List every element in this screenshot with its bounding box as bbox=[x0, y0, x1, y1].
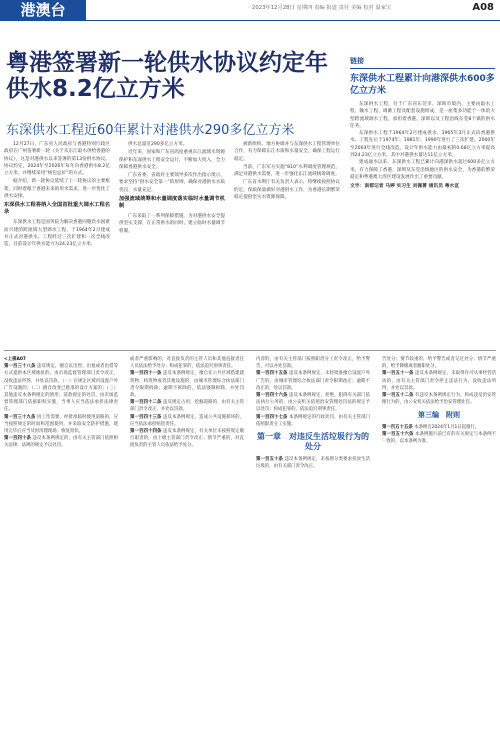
section-divider bbox=[4, 350, 496, 351]
article-clause bbox=[130, 370, 244, 399]
clause-text: 违反本条例规定，未取得许可从事经营活动的，由有关主管部门责令停止违法行为，没收违法所得，并处以罚款。 bbox=[382, 371, 496, 391]
article-clause bbox=[256, 356, 370, 370]
sidebar-title: 东深供水工程累计向港深供水600多亿立方米 bbox=[350, 74, 495, 96]
clause-number: 第一百五十条 bbox=[256, 457, 284, 463]
clause-text: 违反规定占用、挖掘道路的，由有关主管部门责令改正，并处以罚款。 bbox=[130, 400, 244, 413]
clause-text: 前款规定的处罚，由市场监督管理部门依据职权实施，当事人应当依法承担法律责任。 bbox=[4, 393, 118, 413]
body-paragraph: 东深供水工程是国务院为解决香港同胞饮水困难而兴建的跨流域大型调水工程，于1964年2月建成并正式对港供水。工程经过三次扩建和一次全线改造，目前设计年供水能力为24.23亿立方米。 bbox=[4, 220, 110, 248]
article-column-1 bbox=[4, 141, 110, 250]
regulation-column-1 bbox=[4, 356, 118, 450]
clause-number: 第一百五十二条 bbox=[382, 393, 414, 399]
regulation-column-4 bbox=[382, 356, 496, 445]
body-paragraph: 被新组织、地方协调并与东深供水工程管理单位合作，有力保障东江水质和水量安全，确保工程运行稳定。 bbox=[234, 142, 340, 162]
sidebar-paragraph: 建成通水以来，东深供水工程已累计向港深供水超过600多亿立方米，有力保障了香港、深圳及东莞沿线地区的供水安全，为香港的繁荣稳定和粤港澳大湾区建设发展作出了重要贡献。 bbox=[350, 160, 495, 180]
clause-text: 违反本条例规定，未按照分类要求投放生活垃圾的，由有关部门责令改正。 bbox=[256, 457, 370, 470]
article-column-2 bbox=[119, 141, 225, 236]
headline: 粤港签署新一轮供水协议约定年供水8.2亿立方米 bbox=[6, 50, 328, 102]
clause-text: 有违反本条例规定行为，构成违反治安管理行为的，由公安机关依法给予治安管理处罚。 bbox=[382, 393, 496, 406]
clause-text: 违反本条例规定，未经批准擅自设置户外广告的，由城市管理综合执法部门责令限期改正；逾期不改正的，处以罚款。 bbox=[256, 371, 370, 391]
article-clause bbox=[130, 399, 244, 413]
header-rule bbox=[0, 20, 500, 21]
article-clause bbox=[256, 392, 370, 414]
chapter-heading: 第三编 附则 bbox=[418, 411, 460, 420]
article-clause bbox=[382, 356, 496, 370]
clause-number: 第一百四十七条 bbox=[256, 414, 288, 420]
clause-text: 违反规定，擅自以出售、出租或者出借等方式提供本区域地址的，由市场监督管理部门责令改正，没收违法所得，并处以罚款。 bbox=[4, 364, 118, 384]
clause-number: 第一百五十五条 bbox=[382, 424, 413, 430]
clause-text: 违反本条例规定，造成公共设施损坏的，应当依法承担赔偿责任。 bbox=[130, 414, 244, 427]
clause-number: 第一百三十九条 bbox=[4, 414, 36, 420]
body-paragraph: 广东省委、省政府主要领导多次作出指示批示，要求坚持“供水安全第一”的原则，确保对港供水水质优良、水量充足。 bbox=[119, 173, 225, 193]
body-paragraph: 近年来，国家和广东省高度重视东江流域水资源保护和东深供水工程安全运行，不断加大投入，全力保障香港供水安全。 bbox=[119, 150, 225, 170]
article-clause bbox=[382, 431, 496, 445]
clause-number: 第一百四十条 bbox=[4, 436, 32, 442]
clause-text: （一）在规定区域内设置户外广告设施的；（二）擅自改变已批准的设计方案的；（三）其他违反本条例规定的情形。 bbox=[4, 378, 118, 399]
clause-number: 第一百三十八条 bbox=[4, 364, 36, 370]
page-header bbox=[0, 0, 500, 20]
article-clause bbox=[4, 435, 118, 449]
sidebar-paragraph: 东深供水工程，位于广东省东莞市、深圳市境内，主要由取水工程、输水工程、调蓄工程及配套设施组成，是一座集多功能于一体的大型跨流域调水工程，承担着香港、深圳以及工程沿线东莞8个镇的供水任务。 bbox=[350, 102, 495, 129]
article-clause bbox=[382, 424, 496, 431]
article-clause bbox=[130, 356, 244, 370]
clause-text: 本条例施行前已有的有关规定与本条例不一致的，以本条例为准。 bbox=[382, 431, 496, 445]
article-clause bbox=[4, 414, 118, 436]
subheadline: 东深供水工程近60年累计对港供水290多亿立方米 bbox=[6, 123, 295, 138]
sidebar-paragraph: 东深供水工程于1964年2月建成供水，1965年3月正式向香港供水。工程先后于1974年、1981年、1990年进行了三次扩建，2000年至2003年进行全线改造，设计年供水能力由最初的0.68亿立方米提高到24.23亿立方米，其中对港供水量达11亿立方米。 bbox=[350, 131, 495, 159]
clause-number: 第一百四十六条 bbox=[256, 393, 288, 399]
article-clause bbox=[256, 414, 370, 428]
chapter-heading: 第一章 对违反生活垃圾行为的处分 bbox=[257, 432, 369, 452]
sidebar-body bbox=[350, 101, 495, 181]
body-paragraph: 据介绍，新一轮协议延续了上一轮协议的主要框架，同时着眼于香港未来的用水需求，进一步优化了供水安排。 bbox=[4, 179, 110, 200]
clause-text: 因工作需要，经批准临时使用道路的，应当按照规定的时间和范围使用，并采取安全防护措施，使用完毕后应当及时清理现场、恢复原状。 bbox=[4, 414, 118, 435]
clause-number: 第一百四十三条 bbox=[130, 414, 162, 420]
clause-text: 违反本条例规定的，由有关主管部门依照相关法律、法规的规定予以处罚。 bbox=[4, 436, 118, 449]
sidebar-credit: 文字：南都记者 马婷 实习生 刘佩菁 通讯员 粤水宣 bbox=[350, 184, 460, 190]
body-paragraph: 广东采取了一系列保障措施，为对港供水安全提供坚实支撑，在正常供水的同时，建立临时水量调节机制。 bbox=[119, 214, 225, 234]
clause-text: 本条例自2024年1月1日起施行。 bbox=[412, 424, 480, 430]
clause-number: <上接A07 bbox=[4, 357, 26, 362]
clause-text: 本条例规定的行政处罚，由有关主管部门依照职责分工实施。 bbox=[256, 414, 370, 427]
article-column-3 bbox=[234, 141, 340, 202]
body-paragraph: 当前，广东军方实施“810”水利调度管理规范，满足对港供水需要，进一步强化东江流域统筹调度。 bbox=[234, 164, 340, 178]
clause-text: 违反本条例规定，擅自在公共区域搭建建筑物、构筑物或者其他设施的，由城市管理综合执法部门责令限期拆除；逾期不拆除的，依法强制拆除，并处罚款。 bbox=[130, 371, 244, 399]
clause-number: 第一百四十四条 bbox=[130, 429, 162, 435]
section-heading: 东深供水工程将纳入全国首批重大调水工程名录 bbox=[4, 202, 110, 216]
article-clause bbox=[4, 356, 118, 363]
clause-text: 告处分；情节较重的，给予警告或者记过处分；情节严重的，给予降级或者撤职处分。 bbox=[382, 357, 496, 370]
clause-number: 第一百四十二条 bbox=[130, 400, 162, 406]
section-brand: 港澳台 bbox=[0, 0, 86, 20]
clause-number: 第一百五十六条 bbox=[382, 431, 414, 437]
article-clause bbox=[130, 428, 244, 450]
article-clause bbox=[4, 363, 118, 413]
body-paragraph: 供水总量近290多亿立方米。 bbox=[128, 142, 188, 147]
article-clause bbox=[256, 370, 370, 392]
clause-text: 违反本条例规定，拒绝、阻碍有关部门依法执行公务的，由公安机关依照治安管理处罚法的规定予以处罚；构成犯罪的，依法追究刑事责任。 bbox=[256, 393, 370, 413]
sidebar-box bbox=[350, 56, 495, 191]
clause-number: 第一百四十一条 bbox=[130, 371, 162, 377]
clause-number: 第一百四十五条 bbox=[256, 371, 288, 377]
clause-text: 或者严重影响的，对直接负责的主管人员和其他直接责任人员依法给予处分；构成犯罪的，依法追究刑事责任。 bbox=[130, 357, 244, 370]
page-number: A08 bbox=[472, 2, 494, 13]
body-paragraph: 12月27日，广东省人民政府与香港特别行政区政府在广州签署新一轮《关于从东江取水供给香港的协议》，这是对港供水以来签署的第13份供水协议。协议约定，2024年至2026年每年向香港供水8.2亿立方米，并继续采用“统包总价”的方式。 bbox=[4, 142, 110, 177]
issue-meta: 2023年12月28日 星期四 责编 报道 责任 美编 校对 温家宝 bbox=[252, 5, 392, 11]
clause-text: 内容的，由有关主管部门按照职责分工责令改正，给予警告，可以并处罚款。 bbox=[256, 357, 370, 370]
article-clause bbox=[130, 414, 244, 428]
regulation-column-2 bbox=[130, 356, 244, 450]
regulation-column-3 bbox=[256, 356, 370, 470]
body-paragraph: 广东省水利厅有关负责人表示，将继续按照协议约定，保质保量做好对港供水工作，为香港长期繁荣稳定提供坚实水资源保障。 bbox=[234, 180, 340, 201]
article-clause bbox=[256, 456, 370, 470]
article-clause bbox=[382, 392, 496, 406]
article-clause bbox=[382, 370, 496, 392]
clause-text: 违反本条例规定，有关单位未按照规定履行职责的，由上级主管部门责令改正；情节严重的，对直接负责的主管人员依法给予处分。 bbox=[130, 429, 244, 449]
section-heading: 加强流域统筹和水量调度落实临时水量调节机制 bbox=[119, 196, 225, 210]
sidebar-tag: 链接 bbox=[350, 56, 495, 69]
clause-number: 第一百五十一条 bbox=[382, 371, 414, 377]
